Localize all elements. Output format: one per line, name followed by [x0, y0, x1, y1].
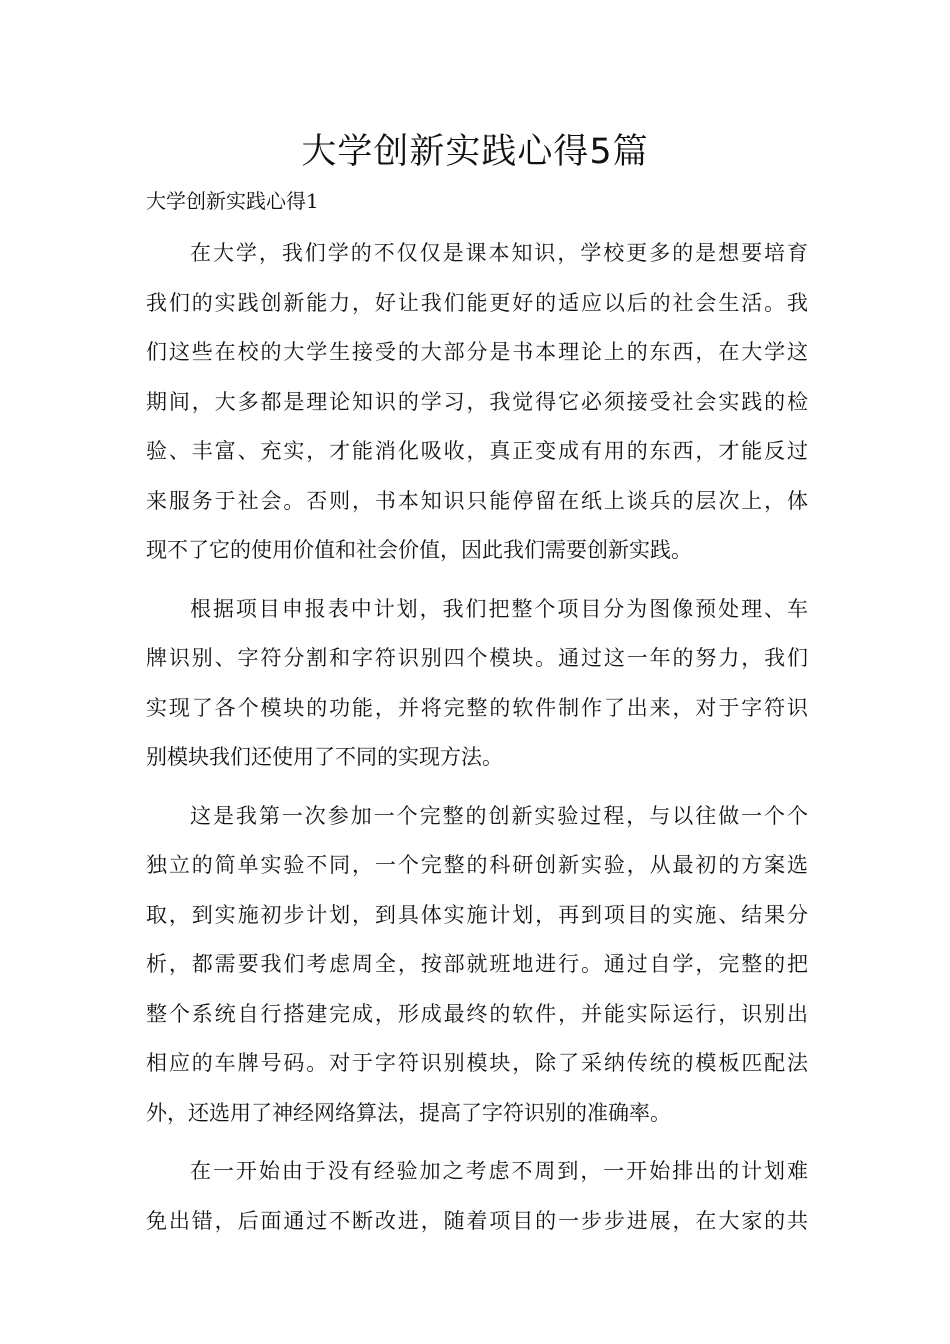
text-line: 们这些在校的大学生接受的大部分是书本理论上的东西，在大学这 [146, 340, 808, 364]
text-line: 免出错，后面通过不断改进，随着项目的一步步进展，在大家的共 [146, 1208, 808, 1233]
paragraph-4 [146, 1147, 808, 1246]
section-heading: 大学创新实践心得1 [146, 189, 319, 213]
text-line: 这是我第一次参加一个完整的创新实验过程，与以往做一个个 [190, 803, 808, 828]
text-line: 实现了各个模块的功能，并将完整的软件制作了出来，对于字符识 [146, 695, 808, 720]
text-line: 相应的车牌号码。对于字符识别模块，除了采纳传统的模板匹配法 [146, 1051, 808, 1075]
text-line: 期间，大多都是理论知识的学习，我觉得它必须接受社会实践的检 [146, 389, 808, 414]
text-line: 取，到实施初步计划，到具体实施计划，再到项目的实施、结果分 [146, 902, 808, 927]
text-line: 析，都需要我们考虑周全，按部就班地进行。通过自学，完整的把 [146, 952, 808, 976]
text-line: 独立的简单实验不同，一个完整的科研创新实验，从最初的方案选 [146, 853, 808, 877]
document-title: 大学创新实践心得5篇 [301, 132, 649, 172]
text-line: 在大学，我们学的不仅仅是课本知识，学校更多的是想要培育 [190, 241, 808, 265]
text-line: 在一开始由于没有经验加之考虑不周到，一开始排出的计划难 [190, 1159, 808, 1183]
text-line: 外，还选用了神经网络算法，提高了字符识别的准确率。 [146, 1100, 671, 1125]
text-line: 来服务于社会。否则，书本知识只能停留在纸上谈兵的层次上，体 [146, 488, 808, 513]
text-line: 现不了它的使用价值和社会价值，因此我们需要创新实践。 [146, 538, 692, 562]
text-line: 验、丰富、充实，才能消化吸收，真正变成有用的东西，才能反过 [146, 439, 808, 463]
document-body [146, 229, 808, 1255]
text-line: 我们的实践创新能力，好让我们能更好的适应以后的社会生活。我 [146, 290, 808, 315]
text-line: 整个系统自行搭建完成，形成最终的软件，并能实际运行，识别出 [146, 1001, 808, 1026]
paragraph-2 [146, 585, 808, 783]
paragraph-1 [146, 229, 808, 576]
text-line: 别模块我们还使用了不同的实现方法。 [146, 745, 503, 769]
text-line: 牌识别、字符分割和字符识别四个模块。通过这一年的努力，我们 [146, 646, 808, 670]
text-line: 根据项目申报表中计划，我们把整个项目分为图像预处理、车 [190, 596, 808, 621]
paragraph-3 [146, 792, 808, 1139]
